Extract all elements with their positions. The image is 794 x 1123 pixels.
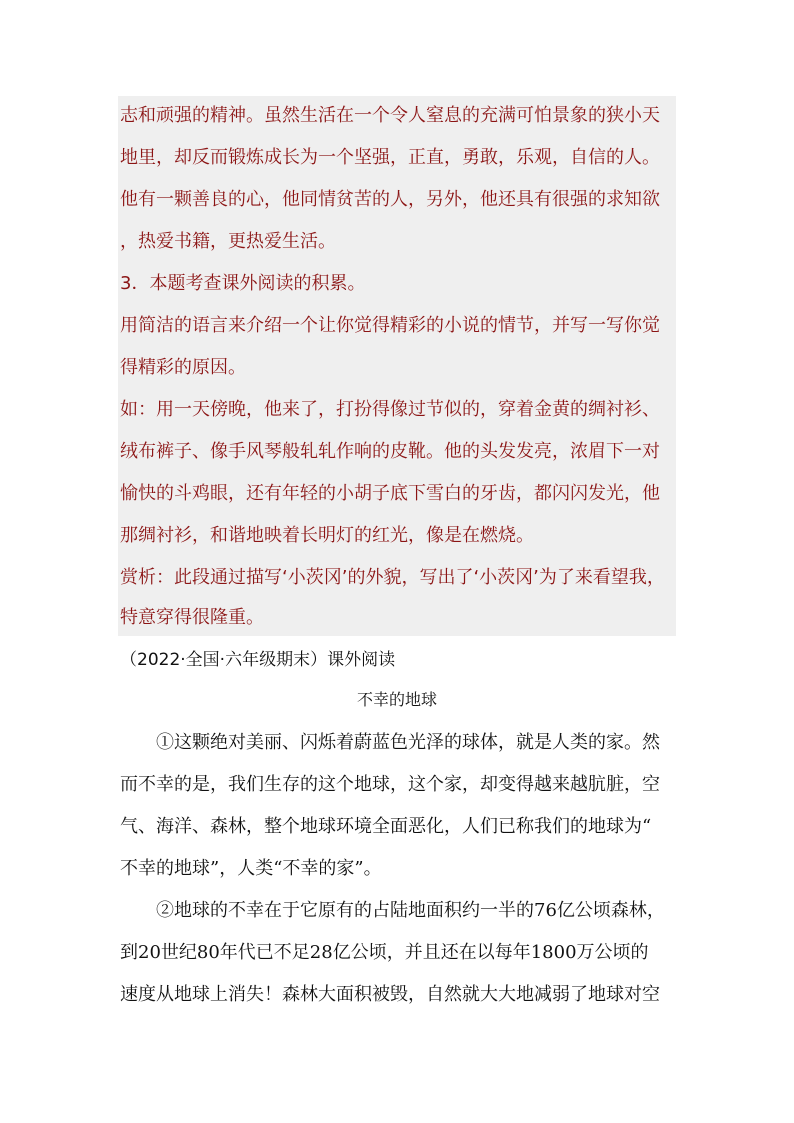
- answer-line: 志和顽强的精神。虽然生活在一个令人窒息的充满可怕景象的狭小天: [120, 105, 660, 126]
- answer-line: 用简洁的语言来介绍一个让你觉得精彩的小说的情节，并写一写你觉: [120, 315, 660, 336]
- paragraph-line: ②地球的不幸在于它原有的占陆地面积约一半的76亿公顷森林，: [120, 900, 665, 921]
- paragraph-line: 气、海洋、森林，整个地球环境全面恶化，人们已称我们的地球为“: [120, 816, 652, 837]
- answer-line: 绒布裤子、像手风琴般轧轧作响的皮靴。他的头发发亮，浓眉下一对: [120, 441, 660, 462]
- paragraph-line: ①这颗绝对美丽、闪烁着蔚蓝色光泽的球体，就是人类的家。然: [120, 732, 660, 753]
- answer-line: 那绸衬衫，和谐地映着长明灯的红光，像是在燃烧。: [120, 525, 534, 546]
- paragraph-line: 速度从地球上消失！森林大面积被毁，自然就大大地减弱了地球对空: [120, 984, 660, 1005]
- answer-line: 他有一颗善良的心，他同情贫苦的人，另外，他还具有很强的求知欲: [120, 189, 660, 210]
- answer-line: 得精彩的原因。: [120, 357, 246, 378]
- answer-line: 愉快的斗鸡眼，还有年轻的小胡子底下雪白的牙齿，都闪闪发光，他: [120, 483, 660, 504]
- article-title: 不幸的地球: [356, 690, 437, 709]
- answer-line: 特意穿得很隆重。: [120, 607, 264, 628]
- answer-line: 地里，却反而锻炼成长为一个坚强，正直，勇敢，乐观，自信的人。: [120, 147, 660, 168]
- paragraph-line: 而不幸的是，我们生存的这个地球，这个家，却变得越来越肮脏，空: [120, 774, 660, 795]
- answer-line: 如：用一天傍晚，他来了，打扮得像过节似的，穿着金黄的绸衬衫、: [120, 399, 660, 420]
- answer-line: 赏析：此段通过描写‘小茨冈’的外貌，写出了‘小茨冈’为了来看望我，: [120, 567, 665, 588]
- section-heading: （2022·全国·六年级期末）课外阅读: [120, 650, 396, 670]
- answer-line: ，热爱书籍，更热爱生活。: [120, 231, 336, 252]
- paragraph-line: 到20世纪80年代已不足28亿公顷，并且还在以每年1800万公顷的: [120, 942, 649, 963]
- paragraph-line: 不幸的地球”，人类“不幸的家”。: [120, 858, 382, 879]
- answer-line: 3．本题考查课外阅读的积累。: [120, 273, 366, 294]
